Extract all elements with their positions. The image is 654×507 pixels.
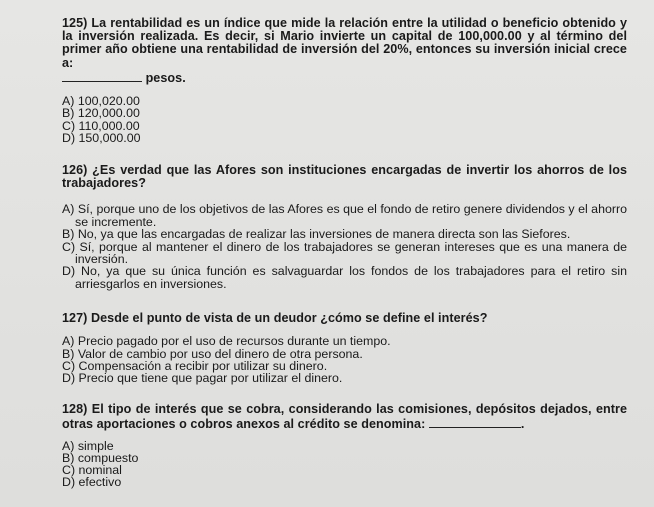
question-tail: . — [520, 417, 525, 432]
option-a: A) Precio pagado por el uso de recursos durante un tiempo. — [62, 334, 391, 349]
option-b: B) 120,000.00 — [62, 106, 140, 121]
question-126 — [62, 164, 627, 290]
question-text: 125) La rentabilidad es un índice que mide la relación entre la utilidad o beneficio obtenido y la inversión realizada. Es decir, si Mario invierte un capital de 100,000.00 y al término del primer año obtiene una rentabilidad de inversión del 20%, entonces su inversión inicial crece a: — [62, 16, 627, 70]
question-stem: 126) ¿Es verdad que las Afores son instituciones encargadas de invertir los ahorros de los trabajadores? — [62, 163, 627, 191]
option-d: D) Precio que tiene que pagar por utilizar el dinero. — [62, 371, 343, 386]
option-d: D) efectivo — [62, 474, 122, 489]
option-b: B) No, ya que las encargadas de realizar las inversiones de manera directa son las Siefores. — [62, 227, 571, 242]
options-list — [62, 335, 627, 385]
answer-blank — [429, 416, 521, 428]
option-a: A) Sí, porque uno de los objetivos de las Afores es que el fondo de retiro genere dividendos y el ahorro se incremente. — [62, 202, 627, 229]
option-a: A) simple — [62, 439, 114, 454]
options-list — [62, 441, 627, 488]
question-125 — [62, 17, 627, 145]
options-list — [62, 203, 627, 290]
option-b: B) Valor de cambio por uso del dinero de otra persona. — [62, 346, 363, 361]
option-c: C) 110,000.00 — [62, 118, 140, 133]
option-d: D) 150,000.00 — [62, 131, 141, 146]
option-a: A) 100,020.00 — [62, 94, 140, 109]
options-list — [62, 95, 627, 145]
question-tail: pesos. — [145, 70, 186, 85]
question-text: 128) El tipo de interés que se cobra, considerando las comisiones, depósitos dejados, entre otras aportaciones o cobros anexos al crédito se denomina: — [62, 402, 627, 432]
option-d: D) No, ya que su única función es salvaguardar los fondos de los trabajadores para el retiro sin arriesgarlos en inversiones. — [62, 264, 627, 291]
option-c: C) Sí, porque al mantener el dinero de los trabajadores se generan intereses que es una manera de inversión. — [62, 239, 627, 267]
answer-blank — [62, 70, 142, 82]
question-stem — [62, 403, 627, 431]
question-128 — [62, 403, 627, 489]
question-stem — [62, 17, 627, 85]
option-b: B) compuesto — [62, 451, 139, 466]
option-c: C) nominal — [62, 463, 122, 477]
option-c: C) Compensación a recibir por utilizar su dinero. — [62, 359, 328, 374]
question-stem: 127) Desde el punto de vista de un deudor ¿cómo se define el interés? — [62, 311, 488, 325]
question-127 — [62, 312, 627, 385]
